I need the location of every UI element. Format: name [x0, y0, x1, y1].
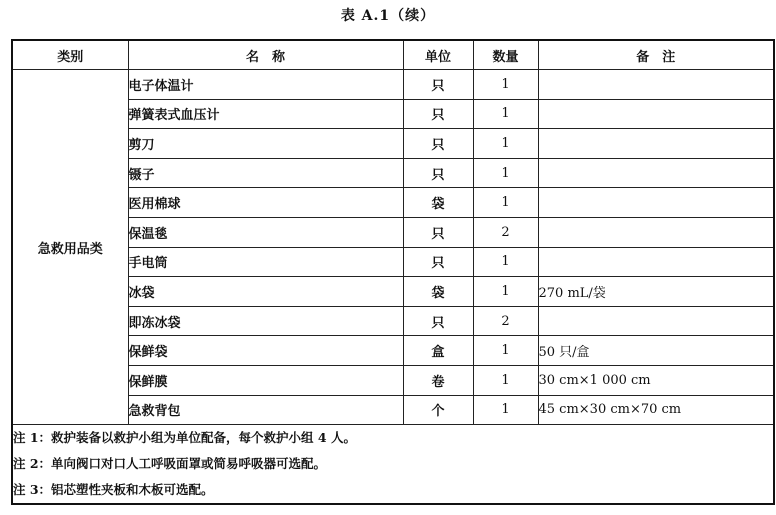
item-unit: 袋	[403, 188, 473, 218]
table-title: 表 A.1（续）	[340, 8, 436, 24]
item-name: 剪刀	[128, 129, 403, 159]
item-unit: 袋	[403, 277, 473, 307]
item-remark: 50 只/盒	[538, 336, 774, 366]
header-unit: 单位	[403, 40, 473, 70]
item-remark: 270 mL/袋	[538, 277, 774, 307]
item-quantity: 1	[473, 277, 538, 307]
header-row	[12, 40, 774, 70]
item-quantity: 1	[473, 158, 538, 188]
item-unit: 个	[403, 395, 473, 425]
item-unit: 只	[403, 247, 473, 277]
item-quantity: 1	[473, 70, 538, 100]
equipment-table	[11, 39, 775, 505]
item-remark	[538, 188, 774, 218]
item-name: 手电筒	[128, 247, 403, 277]
item-unit: 卷	[403, 365, 473, 395]
item-name: 急救背包	[128, 395, 403, 425]
item-remark: 45 cm×30 cm×70 cm	[538, 395, 774, 425]
note-1: 注 1：救护装备以救护小组为单位配备，每个救护小组 4 人。	[13, 430, 356, 446]
header-remark: 备 注	[538, 40, 774, 70]
item-unit: 只	[403, 99, 473, 129]
item-unit: 只	[403, 129, 473, 159]
item-name: 保鲜袋	[128, 336, 403, 366]
item-name: 电子体温计	[128, 70, 403, 100]
header-quantity: 数量	[473, 40, 538, 70]
item-unit: 只	[403, 70, 473, 100]
item-remark	[538, 217, 774, 247]
item-remark	[538, 247, 774, 277]
item-quantity: 1	[473, 247, 538, 277]
item-quantity: 1	[473, 129, 538, 159]
note-3: 注 3：铝芯塑性夹板和木板可选配。	[13, 482, 214, 498]
item-unit: 只	[403, 217, 473, 247]
item-name: 弹簧表式血压计	[128, 99, 403, 129]
item-unit: 盒	[403, 336, 473, 366]
item-quantity: 2	[473, 217, 538, 247]
item-name: 即冻冰袋	[128, 306, 403, 336]
item-unit: 只	[403, 306, 473, 336]
item-quantity: 1	[473, 395, 538, 425]
notes-cell	[12, 425, 774, 505]
table-row	[12, 70, 774, 100]
notes-row	[12, 425, 774, 505]
item-quantity: 1	[473, 188, 538, 218]
item-quantity: 2	[473, 306, 538, 336]
item-unit: 只	[403, 158, 473, 188]
header-name: 名 称	[128, 40, 403, 70]
item-remark	[538, 129, 774, 159]
item-name: 冰袋	[128, 277, 403, 307]
item-remark	[538, 306, 774, 336]
item-quantity: 1	[473, 99, 538, 129]
item-remark: 30 cm×1 000 cm	[538, 365, 774, 395]
item-quantity: 1	[473, 336, 538, 366]
item-name: 医用棉球	[128, 188, 403, 218]
note-2: 注 2：单向阀口对口人工呼吸面罩或简易呼吸器可选配。	[13, 456, 327, 472]
header-category: 类别	[12, 40, 128, 70]
item-name: 保温毯	[128, 217, 403, 247]
category-cell: 急救用品类	[12, 70, 128, 425]
item-remark	[538, 158, 774, 188]
item-quantity: 1	[473, 365, 538, 395]
item-remark	[538, 70, 774, 100]
item-name: 保鲜膜	[128, 365, 403, 395]
item-remark	[538, 99, 774, 129]
item-name: 镊子	[128, 158, 403, 188]
